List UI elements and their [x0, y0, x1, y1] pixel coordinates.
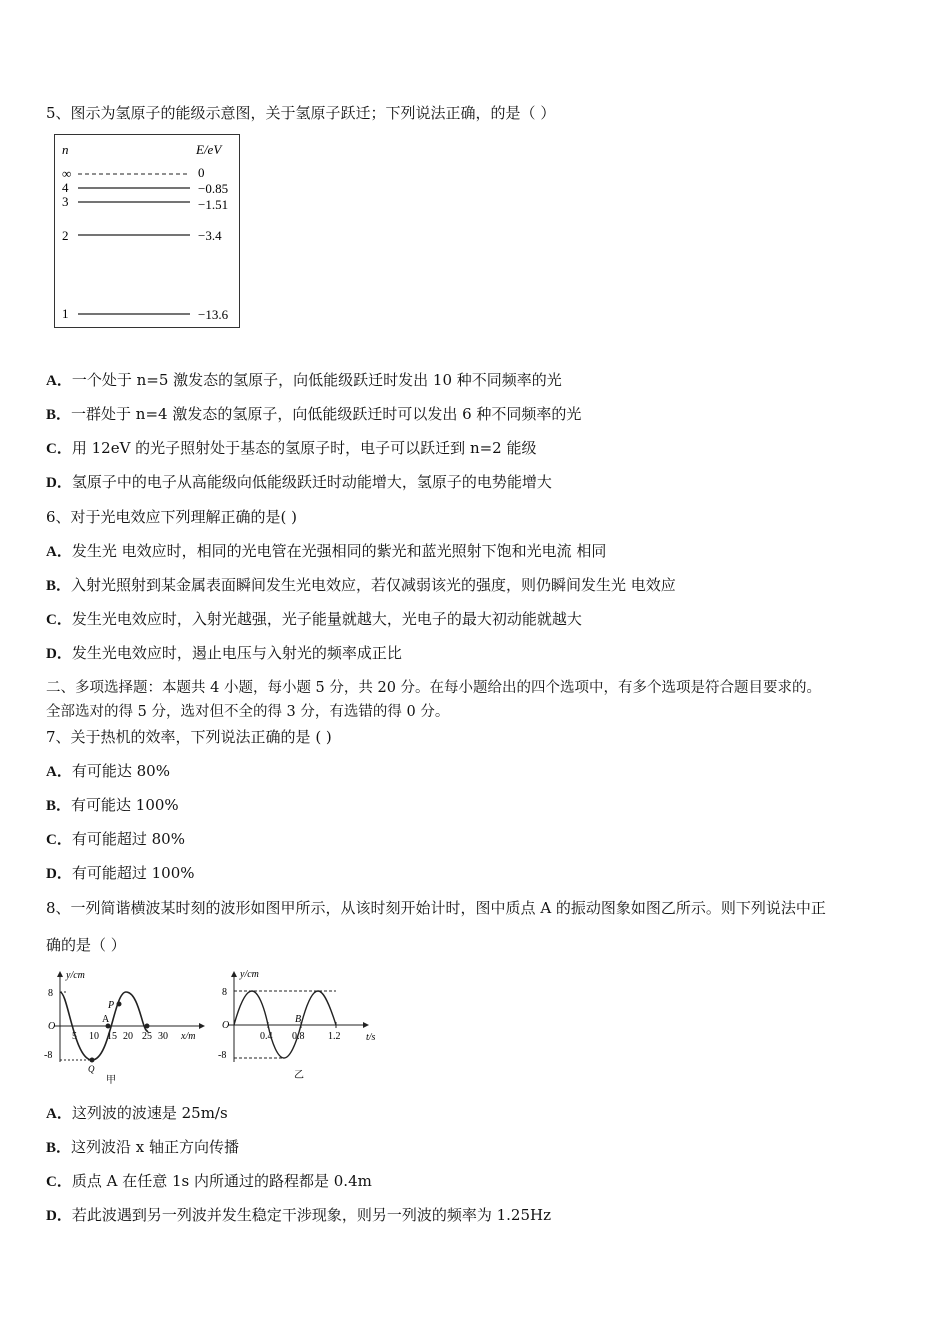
yi-x-tick-04: 0.4 [260, 1031, 273, 1042]
q8-stem-line1: 8、一列简谐横波某时刻的波形如图甲所示，从该时刻开始计时，图中质点 A 的振动图象如图乙所示。则下列说法中正 [46, 899, 826, 917]
level-n-1: 1 [62, 306, 69, 321]
jia-x-tick-30: 30 [158, 1031, 168, 1042]
level-e-2: −3.4 [198, 228, 222, 243]
q7-stem: 7、关于热机的效率，下列说法正确的是 ( ) [46, 728, 332, 746]
q6-option-d[interactable]: D．发生光电效应时，遏止电压与入射光的频率成正比 [46, 644, 402, 662]
jia-origin: O [48, 1021, 56, 1032]
vibration-figure-yi [218, 966, 388, 1084]
q6-option-a[interactable]: A．发生光 电效应时，相同的光电管在光强相同的紫光和蓝光照射下饱和光电流 相同 [46, 542, 607, 560]
q5-option-b[interactable]: B．一群处于 n=4 激发态的氢原子，向低能级跃迁时可以发出 6 种不同频率的光 [46, 405, 582, 423]
jia-x-tick-25: 25 [142, 1031, 152, 1042]
level-n-3: 3 [62, 194, 69, 209]
yi-point-b-label: B [295, 1014, 302, 1025]
q7-option-a[interactable]: A．有可能达 80% [46, 762, 170, 780]
jia-y-label: y/cm [66, 970, 85, 981]
q8-option-b[interactable]: B．这列波沿 x 轴正方向传播 [46, 1138, 240, 1156]
q5-option-a[interactable]: A．一个处于 n=5 激发态的氢原子，向低能级跃迁时发出 10 种不同频率的光 [46, 371, 562, 389]
jia-x-label: x/m [181, 1031, 196, 1042]
jia-caption: 甲 [106, 1075, 116, 1084]
jia-x-tick-10: 10 [89, 1031, 99, 1042]
yi-y-label: y/cm [240, 969, 259, 980]
jia-point-p-label: P [108, 1000, 115, 1011]
jia-point-a-label: A [102, 1014, 110, 1025]
q6-option-c[interactable]: C．发生光电效应时，入射光越强，光子能量就越大，光电子的最大初动能就越大 [46, 610, 582, 628]
yi-x-tick-12: 1.2 [328, 1031, 341, 1042]
jia-point-q [90, 1058, 95, 1063]
yi-caption: 乙 [294, 1070, 304, 1081]
q7-option-b[interactable]: B．有可能达 100% [46, 796, 179, 814]
jia-x-tick-20: 20 [123, 1031, 133, 1042]
jia-y-tick-8: 8 [48, 988, 53, 999]
energy-level-diagram [54, 134, 240, 328]
jia-x-tick-15: 15 [107, 1031, 117, 1042]
q6-stem: 6、对于光电效应下列理解正确的是( ) [46, 508, 298, 526]
section2-heading-line1: 二、多项选择题：本题共 4 小题，每小题 5 分，共 20 分。在每小题给出的四个选项中，有多个选项是符合题目要求的。 [46, 680, 822, 696]
jia-y-tick-neg8: -8 [44, 1050, 53, 1061]
q5-stem: 5、图示为氢原子的能级示意图，关于氢原子跃迁；下列说法正确，的是（ ） [46, 104, 556, 122]
wave-figure-jia [44, 966, 210, 1084]
q8-stem-line2: 确的是（ ） [46, 936, 126, 954]
q7-option-c[interactable]: C．有可能超过 80% [46, 830, 185, 848]
q8-option-c[interactable]: C．质点 A 在任意 1s 内所通过的路程都是 0.4m [46, 1172, 372, 1190]
q8-option-d[interactable]: D．若此波遇到另一列波并发生稳定干涉现象，则另一列波的频率为 1.25Hz [46, 1206, 551, 1224]
q7-option-d[interactable]: D．有可能超过 100% [46, 864, 195, 882]
level-e-4: −0.85 [198, 181, 229, 196]
yi-origin: O [222, 1020, 230, 1031]
yi-y-tick-8: 8 [222, 987, 227, 998]
level-e-3: −1.51 [198, 197, 229, 212]
e-label: E/eV [196, 142, 222, 157]
jia-x-tick-5: 5 [72, 1031, 77, 1042]
q5-option-c[interactable]: C．用 12eV 的光子照射处于基态的氢原子时，电子可以跃迁到 n=2 能级 [46, 439, 537, 457]
yi-x-label: t/s [366, 1032, 376, 1043]
section2-heading-line2: 全部选对的得 5 分，选对但不全的得 3 分，有选错的得 0 分。 [46, 704, 450, 720]
jia-point-p [117, 1002, 122, 1007]
q6-option-b[interactable]: B．入射光照射到某金属表面瞬间发生光电效应，若仅减弱该光的强度，则仍瞬间发生光 电效应 [46, 576, 676, 594]
yi-y-tick-neg8: -8 [218, 1050, 227, 1061]
jia-point-q-label: Q [88, 1064, 95, 1074]
n-label: n [62, 142, 69, 157]
jia-point-end [145, 1024, 150, 1029]
yi-x-tick-08: 0.8 [292, 1031, 305, 1042]
level-n-4: 4 [62, 180, 69, 195]
q5-option-d[interactable]: D．氢原子中的电子从高能级向低能级跃迁时动能增大，氢原子的电势能增大 [46, 473, 552, 491]
level-n-inf: ∞ [62, 166, 72, 181]
level-e-1: −13.6 [198, 307, 229, 322]
level-e-inf: 0 [198, 165, 205, 180]
level-n-2: 2 [62, 228, 69, 243]
q8-option-a[interactable]: A．这列波的波速是 25m/s [46, 1104, 228, 1122]
